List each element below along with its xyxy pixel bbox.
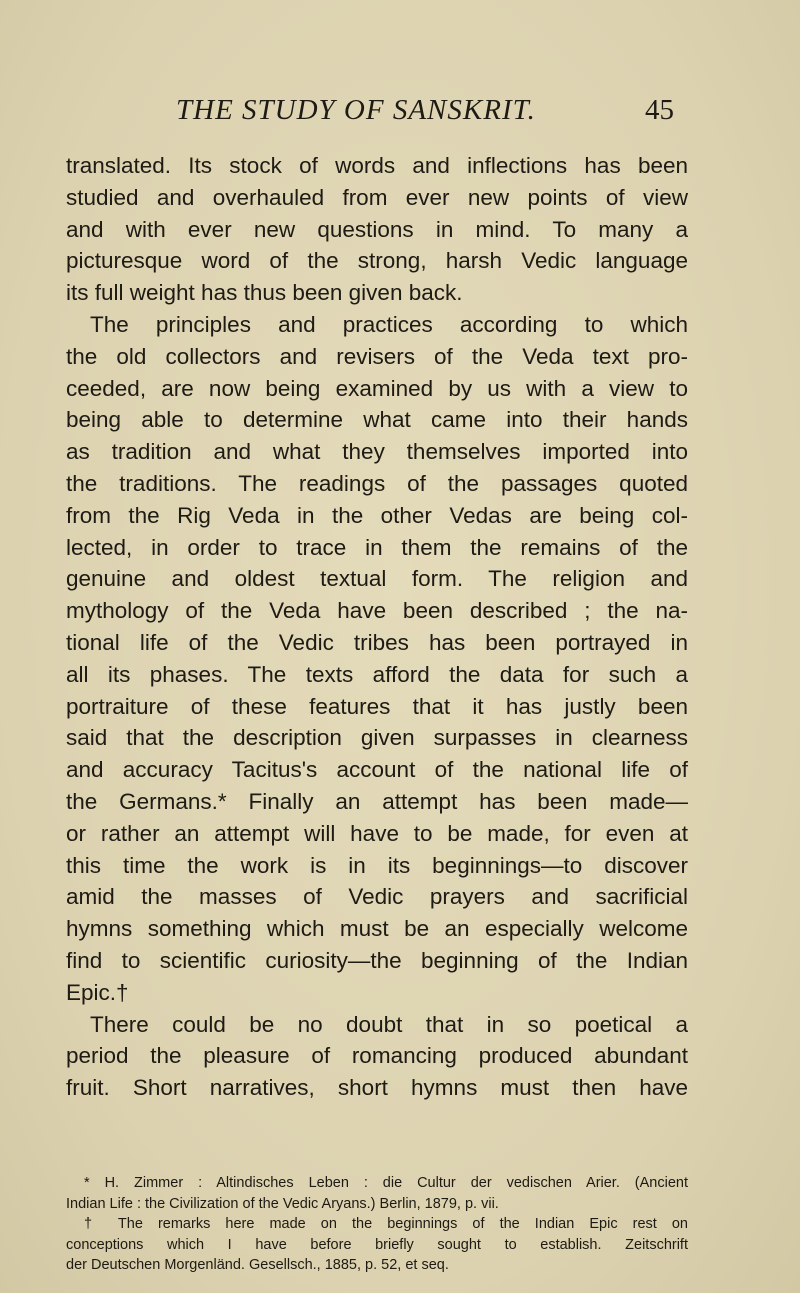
text-line: mythology of the Veda have been described ; the na- [66, 598, 688, 624]
body-text [66, 150, 688, 1104]
text-line: as tradition and what they themselves imported into [66, 439, 688, 465]
text-line: hymns something which must be an especially welcome [66, 916, 688, 942]
page-header [0, 94, 800, 134]
text-line: said that the description given surpasses in clearness [66, 725, 688, 751]
text-line: the old collectors and revisers of the Veda text pro- [66, 343, 688, 369]
text-line: ceeded, are now being examined by us with a view to [66, 375, 688, 401]
footnote-1-line: * H. Zimmer : Altindisches Leben : die Cultur der vedischen Arier. (Ancient [84, 1175, 688, 1191]
text-line: this time the work is in its beginnings—to discover [66, 852, 688, 878]
text-line: translated. Its stock of words and inflections has been [66, 153, 688, 178]
text-line: amid the masses of Vedic prayers and sacrificial [66, 884, 688, 910]
text-line: genuine and oldest textual form. The religion and [66, 566, 688, 592]
text-line: and accuracy Tacitus's account of the national life of [66, 757, 688, 783]
footnote-2-line: conceptions which I have before briefly sought to establish. Zeitschrift [66, 1236, 688, 1253]
text-line: tional life of the Vedic tribes has been portrayed in [66, 629, 688, 655]
text-line: being able to determine what came into their hands [66, 407, 688, 433]
footnote-2-line: † The remarks here made on the beginnings of the Indian Epic rest on [84, 1216, 688, 1232]
text-line: all its phases. The texts afford the data for such a [66, 661, 688, 687]
text-line: its full weight has thus been given back. [66, 280, 463, 306]
text-line: Epic.† [66, 979, 129, 1005]
text-line: the traditions. The readings of the passages quoted [66, 470, 688, 496]
text-line: from the Rig Veda in the other Vedas are being col- [66, 502, 688, 528]
running-title: THE STUDY OF SANSKRIT. [176, 94, 536, 126]
text-line: portraiture of these features that it has justly been [66, 693, 688, 719]
text-line: There could be no doubt that in so poetical a [90, 1011, 688, 1037]
text-line: studied and overhauled from ever new points of view [66, 184, 688, 210]
text-line: fruit. Short narratives, short hymns must then have [66, 1075, 688, 1101]
footnote-2-line: der Deutschen Morgenländ. Gesellsch., 1885, p. 52, et seq. [66, 1257, 449, 1273]
footnote-1-line: Indian Life : the Civilization of the Vedic Aryans.) Berlin, 1879, p. vii. [66, 1195, 499, 1212]
text-line: period the pleasure of romancing produced abundant [66, 1043, 688, 1069]
footnotes [66, 1173, 688, 1276]
text-line: and with ever new questions in mind. To many a [66, 216, 688, 242]
text-line: The principles and practices according to which [90, 311, 688, 337]
page-number: 45 [645, 94, 674, 126]
text-line: or rather an attempt will have to be made, for even at [66, 820, 688, 846]
text-line: picturesque word of the strong, harsh Vedic language [66, 248, 688, 274]
text-line: lected, in order to trace in them the remains of the [66, 534, 688, 560]
text-line: find to scientific curiosity—the beginning of the Indian [66, 947, 688, 973]
text-line: the Germans.* Finally an attempt has been made— [66, 788, 688, 814]
